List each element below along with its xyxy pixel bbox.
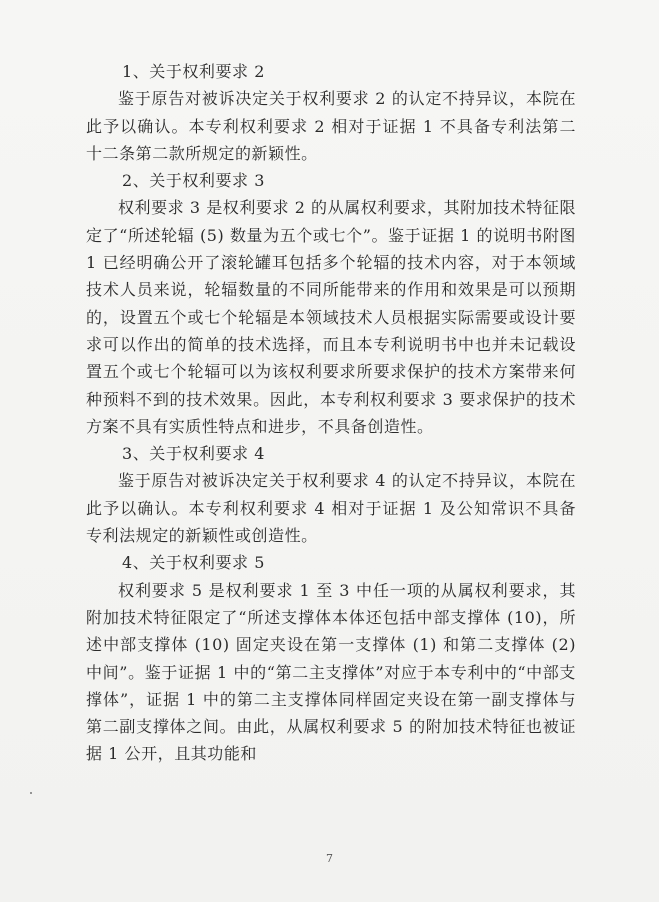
section-heading-claim-4: 3、关于权利要求 4 xyxy=(122,444,265,464)
section-paragraph-claim-4: 鉴于原告对被诉决定关于权利要求 4 的认定不持异议，本院在此予以确认。本专利权利要求 4 相对于证据 1 及公知常识不具备专利法规定的新颖性或创造性。 xyxy=(86,471,576,546)
section-heading-claim-2: 1、关于权利要求 2 xyxy=(122,62,265,81)
document-body xyxy=(86,58,576,768)
section-heading-claim-5: 4、关于权利要求 5 xyxy=(122,553,265,573)
section-heading-claim-3: 2、关于权利要求 3 xyxy=(122,171,265,191)
page-number: 7 xyxy=(326,852,333,865)
section-paragraph-claim-5: 权利要求 5 是权利要求 1 至 3 中任一项的从属权利要求，其附加技术特征限定了“所述支撑体本体还包括中部支撑体 (10)，所述中部支撑体 (10) 固定夹设在第一支撑体 (1) 和第二支撑体 (2) 中间”。鉴于证据 1 中的“第二主支撑体”对应于本专利中的“中部支撑体”，证据 1 中的第二主支撑体同样固定夹设在第一副支撑体与第二副支撑体之间。由此，从属权利要求 5 的附加技术特征也被证据 1 公开，且其功能和 xyxy=(86,580,576,764)
scan-speck xyxy=(30,792,32,794)
section-paragraph-claim-3: 权利要求 3 是权利要求 2 的从属权利要求，其附加技术特征限定了“所述轮辐 (5) 数量为五个或七个”。鉴于证据 1 的说明书附图 1 已经明确公开了滚轮罐耳包括多个轮辐的技术内容，对于本领域技术人员来说，轮辐数量的不同所能带来的作用和效果是可以预期的，设置五个或七个轮辐是本领域技术人员根据实际需要或设计要求可以作出的简单的技术选择，而且本专利说明书中也并未记载设置五个或七个轮辐可以为该权利要求所要求保护的技术方案带来何种预料不到的技术效果。因此，本专利权利要求 3 要求保护的技术方案不具有实质性特点和进步，不具备创造性。 xyxy=(86,198,576,436)
section-paragraph-claim-2: 鉴于原告对被诉决定关于权利要求 2 的认定不持异议，本院在此予以确认。本专利权利要求 2 相对于证据 1 不具备专利法第二十二条第二款所规定的新颖性。 xyxy=(86,89,576,163)
